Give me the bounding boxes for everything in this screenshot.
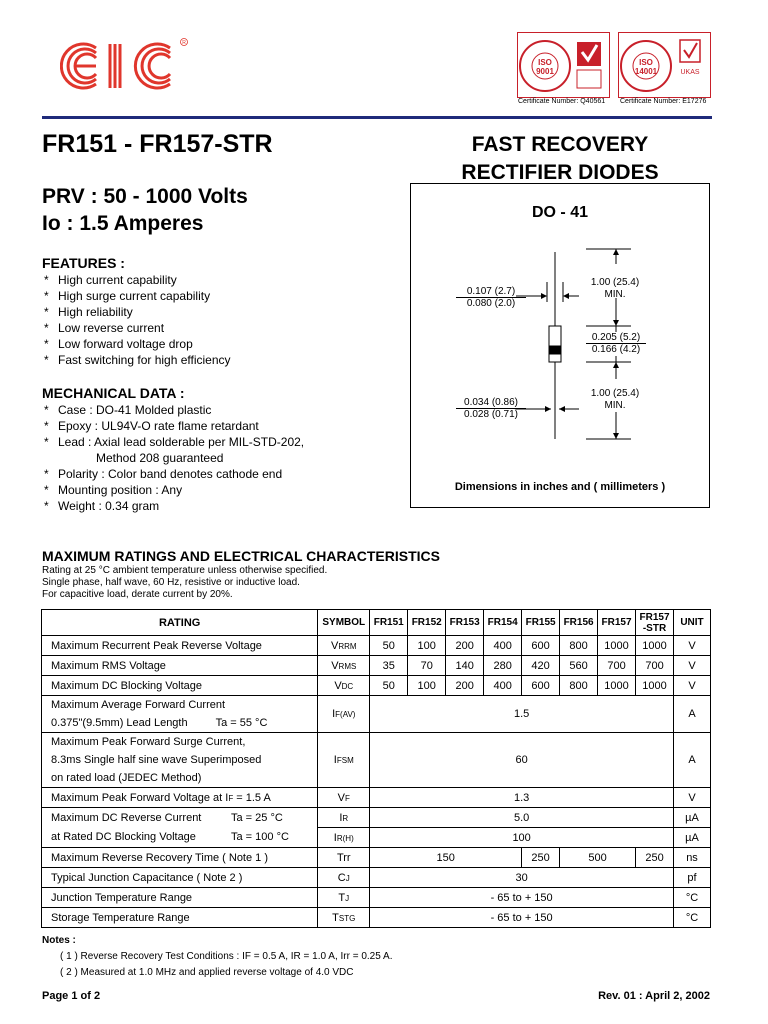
col-fr155: FR155	[522, 610, 560, 636]
row-label-line	[51, 714, 315, 732]
row-label-line: Maximum Average Forward Current	[51, 699, 226, 711]
dim-lead-top-value: 1.00 (25.4)	[590, 277, 640, 288]
col-fr153: FR153	[446, 610, 484, 636]
dim-wire-d2: 0.028 (0.71)	[464, 409, 518, 420]
table-header-row	[42, 610, 711, 636]
dim-wire-d1: 0.034 (0.86)	[456, 397, 526, 409]
row-label-line: 8.3ms Single half sine wave Superimposed	[51, 754, 262, 766]
spec-prv: PRV : 50 - 1000 Volts	[42, 185, 248, 208]
cond-sub: F	[228, 793, 234, 803]
cell-value: 100	[370, 828, 674, 848]
mechanical-item: * Mounting position : Any	[44, 482, 304, 498]
cell-value: 1000	[636, 636, 674, 656]
cell-value: 50	[370, 676, 408, 696]
col-unit: UNIT	[674, 610, 711, 636]
ratings-heading: MAXIMUM RATINGS AND ELECTRICAL CHARACTERISTICS	[42, 548, 440, 564]
sym-main: I	[332, 708, 336, 720]
row-label	[42, 733, 318, 788]
cell-value: 400	[484, 676, 522, 696]
dim-lead-top-min: MIN.	[604, 289, 626, 300]
cell-value: 70	[408, 656, 446, 676]
sym-sub: DC	[341, 681, 354, 691]
row-label: Typical Junction Capacitance ( Note 2 )	[42, 868, 318, 888]
cell-unit: ns	[674, 848, 711, 868]
cell-unit: A	[674, 733, 711, 788]
svg-text:14001: 14001	[634, 67, 658, 76]
ratings-conditions	[42, 565, 327, 601]
cell-value: 150	[370, 848, 522, 868]
dim-lead-length-top	[581, 277, 649, 301]
table-row	[42, 733, 711, 788]
table-row	[42, 676, 711, 696]
cell-value: 1000	[598, 636, 636, 656]
cell-value: 60	[370, 733, 674, 788]
cell-unit: V	[674, 788, 711, 808]
col-fr152: FR152	[408, 610, 446, 636]
mechanical-item: * Epoxy : UL94V-O rate flame retardant	[44, 418, 304, 434]
mechanical-item: * Case : DO-41 Molded plastic	[44, 402, 304, 418]
table-row	[42, 888, 711, 908]
row-label	[42, 808, 318, 828]
notes-heading: Notes :	[42, 935, 76, 946]
row-condition: Ta = 25 °C	[231, 811, 283, 824]
col-fr157: FR157	[598, 610, 636, 636]
mechanical-lead: Lead : Axial lead solderable per MIL-STD-202,	[58, 435, 305, 449]
package-caption: Dimensions in inches and ( millimeters )	[454, 481, 666, 493]
dim-body-l2: 0.166 (4.2)	[591, 344, 641, 355]
col-fr156: FR156	[560, 610, 598, 636]
sym-sub: J	[345, 873, 350, 883]
cell-value: 600	[522, 676, 560, 696]
svg-text:UKAS: UKAS	[680, 69, 700, 76]
cell-value: 560	[560, 656, 598, 676]
row-label-line: Maximum Peak Forward Surge Current,	[51, 736, 246, 748]
cond-symbol: I	[225, 791, 229, 804]
device-title-line2: RECTIFIER DIODES	[461, 161, 659, 184]
row-symbol	[318, 808, 370, 828]
row-symbol	[318, 908, 370, 928]
row-label: Maximum Recurrent Peak Reverse Voltage	[42, 636, 318, 656]
row-symbol	[318, 696, 370, 733]
cell-unit: °C	[674, 908, 711, 928]
eic-logo	[60, 36, 190, 96]
device-title	[432, 131, 688, 187]
cell-value: 500	[560, 848, 636, 868]
row-symbol	[318, 656, 370, 676]
col-fr157-str	[636, 610, 674, 636]
cell-value: 420	[522, 656, 560, 676]
header-rule	[42, 116, 712, 119]
sym-main: I	[339, 811, 343, 824]
cell-value: 400	[484, 636, 522, 656]
cell-unit: µA	[674, 828, 711, 848]
row-condition: Ta = 55 °C	[215, 717, 268, 729]
sym-main: I	[333, 754, 337, 766]
cell-unit: A	[674, 696, 711, 733]
cell-value: 5.0	[370, 808, 674, 828]
col-fr157-str-l1: FR157	[639, 611, 670, 623]
dim-wire-diameter	[456, 397, 526, 420]
sym-sub: J	[345, 893, 350, 903]
table-row	[42, 848, 711, 868]
sym-main: V	[337, 791, 345, 804]
note-1: ( 1 ) Reverse Recovery Test Conditions : IF = 0.5 A, IR = 1.0 A, Irr = 0.25 A.	[60, 951, 393, 962]
features-list	[44, 272, 231, 368]
row-label	[42, 788, 318, 808]
table-row	[42, 828, 711, 848]
col-fr151: FR151	[370, 610, 408, 636]
feature-item: * High surge current capability	[44, 288, 231, 304]
sym-main: V	[334, 679, 342, 692]
cell-value: 1.3	[370, 788, 674, 808]
iso9001-cert-seal	[517, 32, 610, 98]
svg-text:ISO: ISO	[538, 58, 552, 67]
row-label: Storage Temperature Range	[42, 908, 318, 928]
cell-value: 800	[560, 676, 598, 696]
cond-value: = 1.5 A	[233, 791, 271, 804]
cell-value: 140	[446, 656, 484, 676]
sym-main: T	[332, 911, 339, 924]
row-symbol	[318, 636, 370, 656]
row-label-text: at Rated DC Blocking Voltage	[51, 831, 196, 844]
row-label: Maximum Reverse Recovery Time ( Note 1 )	[42, 848, 318, 868]
svg-text:R: R	[182, 40, 186, 46]
feature-item: * High reliability	[44, 304, 231, 320]
sym-sub: RMS	[338, 661, 357, 671]
ratings-note-2: Single phase, half wave, 60 Hz, resistive or inductive load.	[42, 577, 300, 588]
table-row	[42, 788, 711, 808]
cell-value: - 65 to + 150	[370, 908, 674, 928]
row-symbol	[318, 888, 370, 908]
row-symbol	[318, 868, 370, 888]
cell-value: 600	[522, 636, 560, 656]
cell-unit: V	[674, 676, 711, 696]
svg-text:9001: 9001	[536, 67, 554, 76]
cell-value: - 65 to + 150	[370, 888, 674, 908]
row-label: Maximum DC Blocking Voltage	[42, 676, 318, 696]
sym-main: V	[330, 639, 339, 652]
row-label-text: Maximum DC Reverse Current	[51, 811, 202, 824]
cell-value: 250	[636, 848, 674, 868]
page-number: Page 1 of 2	[42, 990, 101, 1002]
row-symbol	[318, 676, 370, 696]
feature-item: * Low reverse current	[44, 320, 231, 336]
cell-unit: °C	[674, 888, 711, 908]
feature-item: * Fast switching for high efficiency	[44, 352, 231, 368]
cell-value: 1.5	[370, 696, 674, 733]
product-title: FR151 - FR157-STR	[42, 130, 273, 158]
iso14001-cert-seal	[618, 32, 711, 98]
mechanical-item: * Weight : 0.34 gram	[44, 498, 304, 514]
row-label: Maximum RMS Voltage	[42, 656, 318, 676]
dim-body-diameter	[456, 286, 526, 309]
cell-unit: V	[674, 656, 711, 676]
ratings-note-3: For capacitive load, derate current by 20%.	[42, 589, 233, 600]
sym-main: I	[333, 831, 337, 844]
package-outline-box	[410, 183, 710, 508]
cell-value: 700	[636, 656, 674, 676]
table-row	[42, 808, 711, 828]
row-symbol: Trr	[318, 848, 370, 868]
features-heading: FEATURES :	[42, 255, 125, 271]
cell-value: 1000	[598, 676, 636, 696]
cell-unit: µA	[674, 808, 711, 828]
table-row	[42, 868, 711, 888]
table-row	[42, 656, 711, 676]
dim-body-length	[586, 332, 646, 355]
sym-main: V	[331, 659, 339, 672]
dim-body-d2: 0.080 (2.0)	[466, 298, 516, 309]
table-row	[42, 696, 711, 733]
dim-lead-bot-value: 1.00 (25.4)	[590, 388, 640, 399]
revision: Rev. 01 : April 2, 2002	[598, 990, 710, 1002]
sym-sub: FSM	[336, 756, 354, 765]
row-label	[42, 828, 318, 848]
sym-main: T	[338, 891, 346, 904]
row-symbol	[318, 788, 370, 808]
dim-body-d1: 0.107 (2.7)	[456, 286, 526, 298]
row-label-line: on rated load (JEDEC Method)	[51, 772, 202, 784]
cell-value: 280	[484, 656, 522, 676]
table-row	[42, 908, 711, 928]
feature-item: * High current capability	[44, 272, 231, 288]
row-label	[42, 696, 318, 733]
sym-sub: F(AV)	[335, 710, 356, 719]
row-symbol	[318, 733, 370, 788]
col-rating: RATING	[42, 610, 318, 636]
device-title-line1: FAST RECOVERY	[471, 133, 649, 156]
cell-value: 1000	[636, 676, 674, 696]
cell-unit: V	[674, 636, 711, 656]
cell-value: 100	[408, 636, 446, 656]
cell-value: 30	[370, 868, 674, 888]
feature-item: * Low forward voltage drop	[44, 336, 231, 352]
note-2: ( 2 ) Measured at 1.0 MHz and applied reverse voltage of 4.0 VDC	[60, 967, 354, 978]
mechanical-heading: MECHANICAL DATA :	[42, 385, 185, 401]
cell-value: 100	[408, 676, 446, 696]
mechanical-item: * Polarity : Color band denotes cathode end	[44, 466, 304, 482]
table-row	[42, 636, 711, 656]
sym-sub: STG	[338, 913, 356, 923]
mechanical-item	[44, 434, 304, 466]
cell-value: 200	[446, 636, 484, 656]
row-label-text: 0.375"(9.5mm) Lead Length	[51, 717, 188, 729]
cell-value: 200	[446, 676, 484, 696]
cell-value: 50	[370, 636, 408, 656]
sym-sub: F	[345, 793, 350, 803]
spec-io: Io : 1.5 Amperes	[42, 212, 204, 235]
sym-sub: R(H)	[336, 833, 354, 843]
cell-value: 250	[522, 848, 560, 868]
col-symbol: SYMBOL	[318, 610, 370, 636]
mechanical-lead-cont: Method 208 guaranteed	[96, 451, 224, 465]
sym-main: C	[337, 871, 346, 884]
row-symbol	[318, 828, 370, 848]
col-fr154: FR154	[484, 610, 522, 636]
do41-drawing	[411, 184, 709, 507]
dim-body-l1: 0.205 (5.2)	[586, 332, 646, 344]
cell-unit: pf	[674, 868, 711, 888]
dim-lead-length-bottom	[581, 388, 649, 412]
svg-text:ISO: ISO	[639, 58, 653, 67]
sym-sub: RRM	[338, 641, 357, 651]
mechanical-list	[44, 402, 304, 514]
dim-lead-bot-min: MIN.	[604, 400, 626, 411]
sym-sub: R	[342, 813, 349, 823]
cert1-caption: Certificate Number: Q40561	[518, 98, 606, 105]
row-label-text: Maximum Peak Forward Voltage at	[51, 791, 226, 804]
row-label: Junction Temperature Range	[42, 888, 318, 908]
ratings-table	[41, 609, 711, 928]
cell-value: 800	[560, 636, 598, 656]
cert2-caption: Certificate Number: E17276	[620, 98, 707, 105]
row-condition: Ta = 100 °C	[231, 831, 289, 844]
cell-value: 700	[598, 656, 636, 676]
cell-value: 35	[370, 656, 408, 676]
col-fr157-str-l2: -STR	[642, 622, 667, 634]
ratings-note-1: Rating at 25 °C ambient temperature unless otherwise specified.	[42, 565, 328, 576]
package-name: DO - 41	[531, 204, 588, 221]
